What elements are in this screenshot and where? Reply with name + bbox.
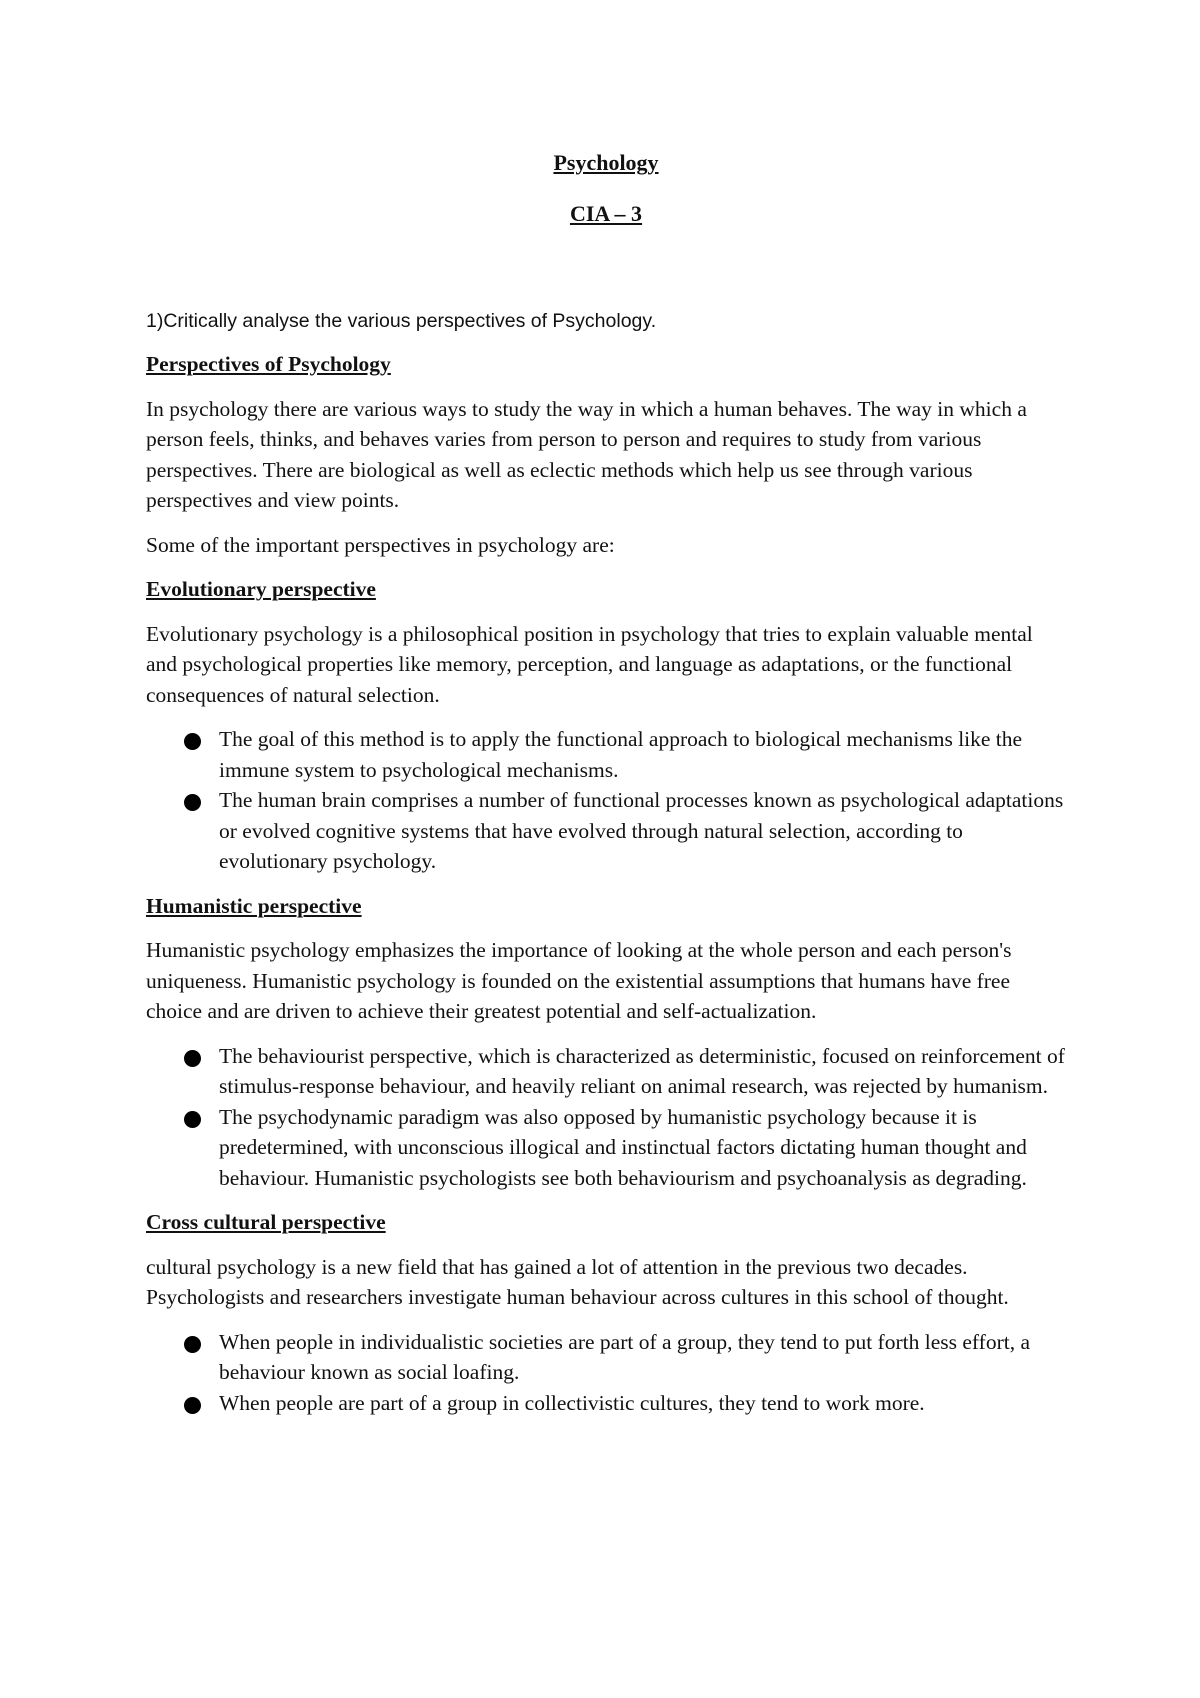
document-page <box>146 140 1066 1418</box>
bullet-icon <box>184 1050 201 1067</box>
bullet-text: When people are part of a group in collectivistic cultures, they tend to work more. <box>219 1390 925 1415</box>
bullet-icon <box>184 794 201 811</box>
section-heading-cross-cultural: Cross cultural perspective <box>146 1210 386 1234</box>
document-title: Psychology <box>553 150 659 175</box>
list-item <box>219 1327 1066 1388</box>
list-item <box>219 1102 1066 1194</box>
bullet-text: The human brain comprises a number of functional processes known as psychological adaptations or evolved cognitive systems that have evolved through natural selection, according to evolutionary psychology. <box>219 788 1064 873</box>
section-heading-humanistic: Humanistic perspective <box>146 893 362 918</box>
list-item <box>219 1041 1066 1102</box>
list-item <box>219 724 1066 785</box>
list-item <box>219 785 1066 877</box>
bullet-icon <box>184 733 201 750</box>
bullet-list-cross-cultural <box>146 1327 1066 1419</box>
bullet-text: When people in individualistic societies are part of a group, they tend to put forth less effort, a behaviour known as social loafing. <box>219 1329 1030 1384</box>
list-item <box>219 1388 1066 1419</box>
section-heading-evolutionary: Evolutionary perspective <box>146 577 376 601</box>
intro-lead-in: Some of the important perspectives in psychology are: <box>146 532 615 557</box>
section-paragraph-evolutionary: Evolutionary psychology is a philosophical position in psychology that tries to explain valuable mental and psychological properties like memory, perception, and language as adaptations, or the functional consequences of natural selection. <box>146 621 1033 707</box>
section-paragraph-cross-cultural: cultural psychology is a new field that has gained a lot of attention in the previous two decades. Psychologists and researchers investigate human behaviour across cultures in this school of thought. <box>146 1254 1009 1309</box>
intro-paragraph: In psychology there are various ways to study the way in which a human behaves. The way in which a person feels, thinks, and behaves varies from person to person and requires to study from various perspectives. There are biological as well as eclectic methods which help us see through various perspectives and view points. <box>146 396 1027 512</box>
bullet-icon <box>184 1397 201 1414</box>
bullet-list-humanistic <box>146 1041 1066 1194</box>
bullet-icon <box>184 1111 201 1128</box>
bullet-text: The goal of this method is to apply the functional approach to biological mechanisms like the immune system to psychological mechanisms. <box>219 727 1023 782</box>
bullet-list-evolutionary <box>146 724 1066 877</box>
document-subtitle: CIA – 3 <box>569 200 643 226</box>
question-text: 1)Critically analyse the various perspectives of Psychology. <box>146 310 657 332</box>
intro-heading: Perspectives of Psychology <box>146 352 391 376</box>
section-paragraph-humanistic: Humanistic psychology emphasizes the importance of looking at the whole person and each person's uniqueness. Humanistic psychology is founded on the existential assumptions that humans have free choice and are driven to achieve their greatest potential and self-actualization. <box>146 938 1012 1023</box>
bullet-text: The behaviourist perspective, which is characterized as deterministic, focused on reinforcement of stimulus-response behaviour, and heavily reliant on animal research, was rejected by humanism. <box>219 1043 1065 1098</box>
bullet-icon <box>184 1336 201 1353</box>
bullet-text: The psychodynamic paradigm was also opposed by humanistic psychology because it is predetermined, with unconscious illogical and instinctual factors dictating human thought and behaviour. Humanistic psychologists see both behaviourism and psychoanalysis as degrading. <box>219 1104 1027 1190</box>
